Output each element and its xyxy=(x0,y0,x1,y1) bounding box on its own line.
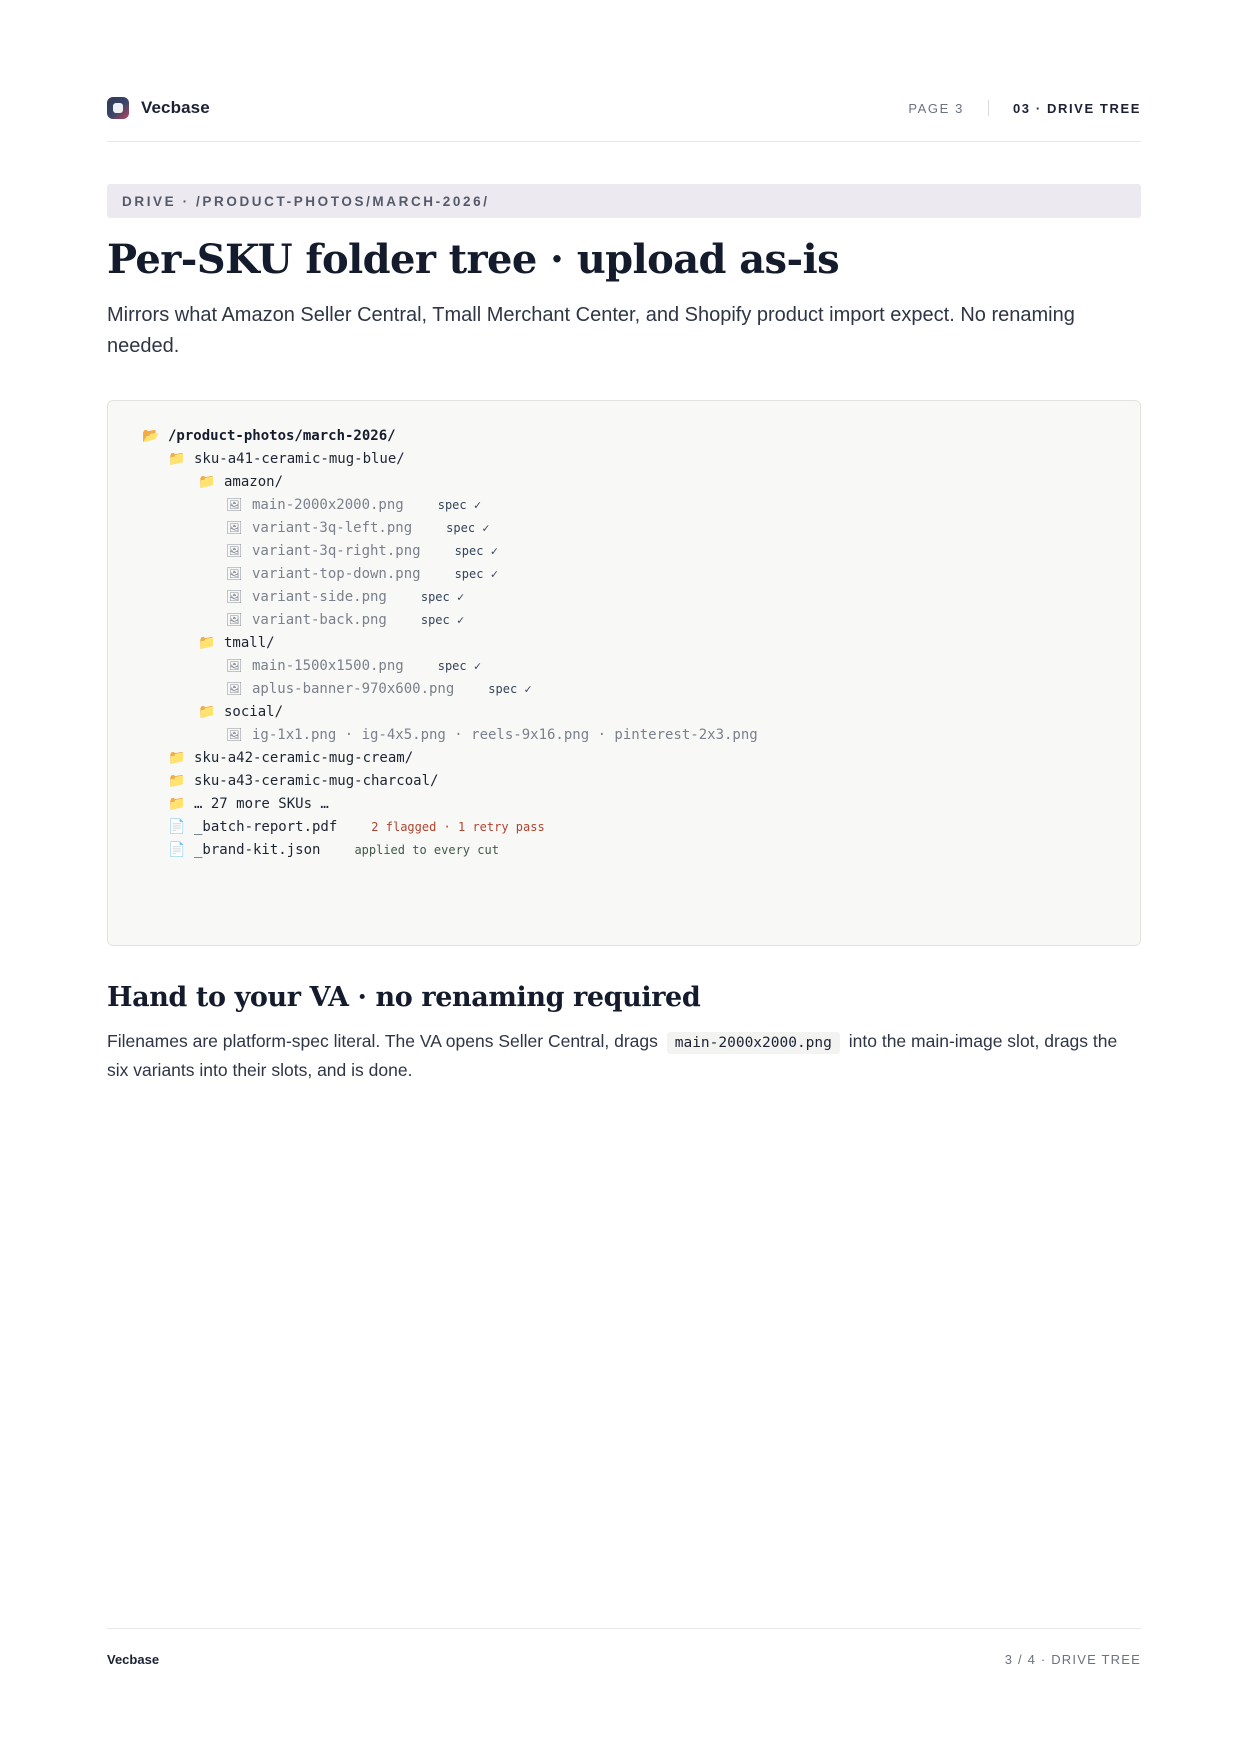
lede-paragraph: Mirrors what Amazon Seller Central, Tmall Merchant Center, and Shopify product import expect. No renaming needed. xyxy=(107,304,1075,357)
tree-row-file[interactable] xyxy=(226,494,481,516)
page-label: PAGE 3 xyxy=(908,100,964,116)
header-rule xyxy=(107,141,1141,142)
image-file-icon: 🖼 xyxy=(226,589,243,605)
tree-row-file[interactable] xyxy=(226,655,481,677)
file-name: main-2000x2000.png xyxy=(252,497,404,513)
footer-brand: Vecbase xyxy=(107,1652,160,1667)
spec-badge: spec ✓ xyxy=(454,567,498,581)
footer-page-indicator: 3 / 4 · DRIVE TREE xyxy=(1004,1652,1141,1667)
file-name: aplus-banner-970x600.png xyxy=(252,681,455,697)
document-icon: 📄 xyxy=(168,819,186,835)
folder-name: amazon/ xyxy=(224,474,284,490)
brand-name: Vecbase xyxy=(141,98,210,117)
brand-kit-note: applied to every cut xyxy=(354,843,499,857)
file-name: variant-side.png xyxy=(252,589,387,605)
image-file-icon: 🖼 xyxy=(226,566,243,582)
folder-name: sku-a42-ceramic-mug-cream/ xyxy=(194,750,414,766)
folder-name: sku-a41-ceramic-mug-blue/ xyxy=(194,451,405,467)
para-text-after: into the main-image slot, drags the six variants into their slots, and is done. xyxy=(107,1031,1118,1080)
tree-row-social[interactable] xyxy=(198,701,283,723)
tree-row-batch-report[interactable] xyxy=(168,816,545,838)
folder-icon: 📁 xyxy=(168,451,186,467)
folder-open-icon: 📂 xyxy=(142,428,160,444)
image-file-icon: 🖼 xyxy=(226,727,243,743)
section-heading: Hand to your VA · no renaming required xyxy=(107,982,701,1013)
tree-row-brand-kit[interactable] xyxy=(168,839,499,861)
tree-row-amazon[interactable] xyxy=(198,471,283,493)
tree-row-file[interactable] xyxy=(226,517,490,539)
spec-badge: spec ✓ xyxy=(488,682,532,696)
spec-badge: spec ✓ xyxy=(420,613,465,627)
tree-row-sku-a41[interactable] xyxy=(168,448,405,470)
tree-row-file[interactable] xyxy=(226,563,498,585)
folder-name: social/ xyxy=(224,704,284,720)
tree-row-sku-a42[interactable] xyxy=(168,747,413,769)
section-label: 03 · DRIVE TREE xyxy=(1012,100,1141,116)
folder-icon: 📁 xyxy=(198,704,216,720)
spec-badge: spec ✓ xyxy=(437,498,482,512)
tree-row-file[interactable] xyxy=(226,586,464,608)
file-name: _batch-report.pdf xyxy=(194,819,338,835)
tree-root-name: /product-photos/march-2026/ xyxy=(168,428,396,444)
page xyxy=(107,0,1141,1754)
tree-row-file[interactable] xyxy=(226,678,532,700)
para-text-before: Filenames are platform-spec literal. The VA opens Seller Central, drags xyxy=(107,1031,658,1051)
tree-row-file[interactable] xyxy=(226,540,498,562)
spec-badge: spec ✓ xyxy=(437,659,482,673)
page-title: Per-SKU folder tree · upload as-is xyxy=(107,236,839,283)
brand xyxy=(107,97,210,119)
folder-icon: 📁 xyxy=(168,750,186,766)
inline-code: main-2000x2000.png xyxy=(667,1032,840,1054)
file-name: variant-3q-right.png xyxy=(252,543,421,559)
folder-name: tmall/ xyxy=(224,635,275,651)
footer-rule xyxy=(107,1628,1141,1629)
section-paragraph xyxy=(107,1028,1141,1084)
spec-badge: spec ✓ xyxy=(420,590,465,604)
folder-icon: 📁 xyxy=(198,474,216,490)
more-skus-label: … 27 more SKUs … xyxy=(194,796,329,812)
drive-tree-panel xyxy=(107,400,1141,946)
flag-note: 2 flagged · 1 retry pass xyxy=(371,820,545,834)
file-name: main-1500x1500.png xyxy=(252,658,404,674)
file-name: _brand-kit.json xyxy=(194,842,321,858)
image-file-icon: 🖼 xyxy=(226,520,243,536)
spec-badge: spec ✓ xyxy=(454,544,498,558)
folder-name: sku-a43-ceramic-mug-charcoal/ xyxy=(194,773,439,789)
file-name: variant-top-down.png xyxy=(252,566,421,582)
header-meta xyxy=(908,100,1141,116)
tree-row-sku-a43[interactable] xyxy=(168,770,438,792)
folder-icon: 📁 xyxy=(168,773,186,789)
folder-icon: 📁 xyxy=(168,796,186,812)
tree-row-file[interactable] xyxy=(226,609,464,631)
breadcrumb: DRIVE · /PRODUCT-PHOTOS/MARCH-2026/ xyxy=(107,184,1141,218)
file-list: ig-1x1.png · ig-4x5.png · reels-9x16.png · pinterest-2x3.png xyxy=(252,727,758,743)
image-file-icon: 🖼 xyxy=(226,658,243,674)
page-header xyxy=(107,88,1141,128)
tree-row-file[interactable] xyxy=(226,724,758,746)
vecbase-logo-icon xyxy=(107,97,129,119)
tree-row-root[interactable] xyxy=(142,425,396,447)
image-file-icon: 🖼 xyxy=(226,612,243,628)
image-file-icon: 🖼 xyxy=(226,497,243,513)
tree-row-tmall[interactable] xyxy=(198,632,275,654)
folder-icon: 📁 xyxy=(198,635,216,651)
tree-row-more[interactable] xyxy=(168,793,329,815)
document-icon: 📄 xyxy=(168,842,186,858)
image-file-icon: 🖼 xyxy=(226,543,243,559)
header-divider xyxy=(988,100,989,116)
image-file-icon: 🖼 xyxy=(226,681,243,697)
spec-badge: spec ✓ xyxy=(446,521,490,535)
file-name: variant-3q-left.png xyxy=(252,520,413,536)
file-name: variant-back.png xyxy=(252,612,387,628)
